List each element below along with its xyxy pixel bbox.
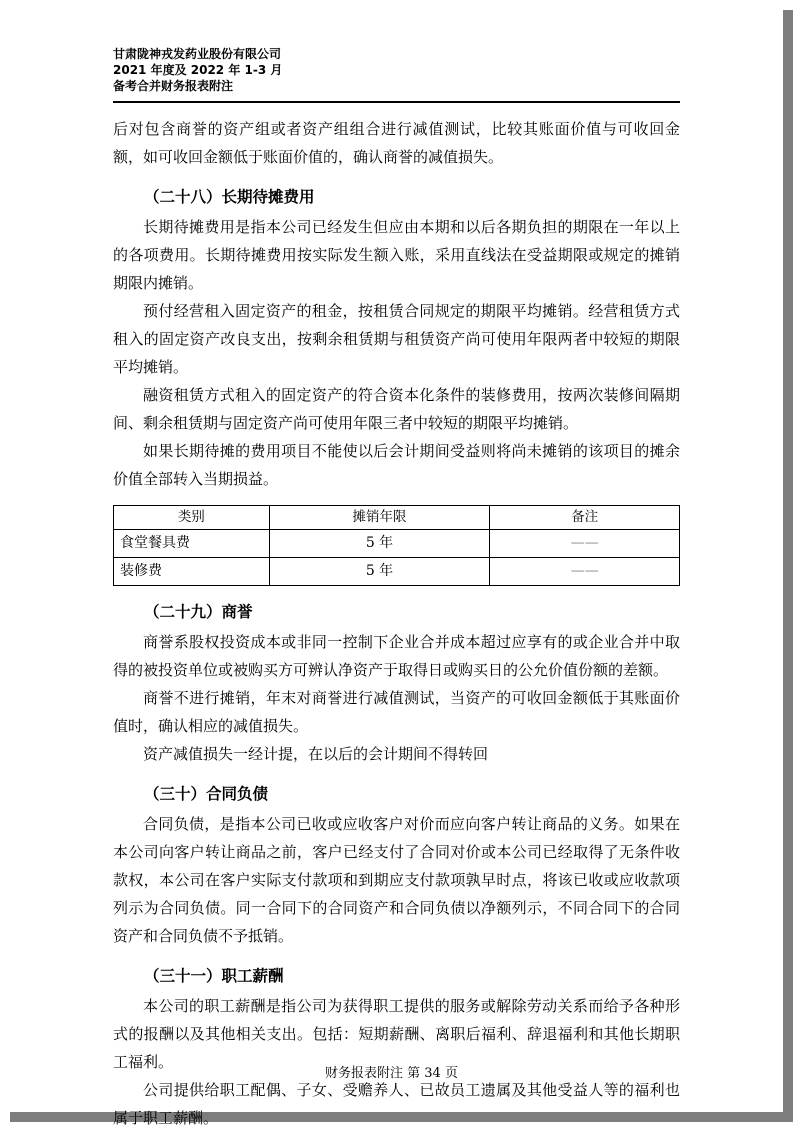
section-heading-29: （二十九）商誉 (144, 603, 253, 621)
header-report-period: 2021 年度及 2022 年 1-3 月 (113, 63, 283, 77)
section-heading-31: （三十一）职工薪酬 (144, 967, 284, 985)
section-31-paragraph: 本公司的职工薪酬是指公司为获得职工提供的服务或解除劳动关系而给予各种形式的报酬以及其他相关支出。包括：短期薪酬、离职后福利、辞退福利和其他长期职工福利。 (113, 997, 680, 1071)
cell-years: 5 年 (269, 530, 490, 558)
section-29-paragraph: 商誉系股权投资成本或非同一控制下企业合并成本超过应享有的或企业合并中取得的被投资单位或被购买方可辨认净资产于取得日或购买日的公允价值份额的差额。 (113, 633, 680, 679)
section-28-paragraph: 融资租赁方式租入的固定资产的符合资本化条件的装修费用，按两次装修间隔期间、剩余租赁期与固定资产尚可使用年限三者中较短的期限平均摊销。 (113, 386, 680, 432)
cell-category: 食堂餐具费 (114, 530, 270, 558)
section-28-paragraph: 长期待摊费用是指本公司已经发生但应由本期和以后各期负担的期限在一年以上的各项费用。长期待摊费用按实际发生额入账，采用直线法在受益期限或规定的摊销期限内摊销。 (113, 218, 680, 292)
table-row (114, 530, 680, 558)
page-footer: 财务报表附注 第 34 页 (325, 1066, 458, 1081)
section-28-paragraph: 预付经营租入固定资产的租金，按租赁合同规定的期限平均摊销。经营租赁方式租入的固定资产改良支出，按剩余租赁期与租赁资产尚可使用年限两者中较短的期限平均摊销。 (113, 302, 680, 376)
table-header-category: 类别 (114, 506, 270, 530)
section-heading-30: （三十）合同负债 (144, 785, 269, 803)
section-28-paragraph: 如果长期待摊的费用项目不能使以后会计期间受益则将尚未摊销的该项目的摊余价值全部转入当期损益。 (113, 442, 680, 488)
section-31-paragraph: 公司提供给职工配偶、子女、受赡养人、已故员工遗属及其他受益人等的福利也属于职工薪酬。 (113, 1081, 680, 1127)
cell-years: 5 年 (269, 558, 490, 586)
header-doc-title: 备考合并财务报表附注 (113, 79, 234, 93)
section-30-paragraph: 合同负债，是指本公司已收或应收客户对价而应向客户转让商品的义务。如果在本公司向客户转让商品之前，客户已经支付了合同对价或本公司已经取得了无条件收款权，本公司在客户实际支付款项和到期应支付款项孰早时点，将该已收或应收款项列示为合同负债。同一合同下的合同资产和合同负债以净额列示，不同合同下的合同资产和合同负债不予抵销。 (113, 815, 680, 945)
table-header-years: 摊销年限 (269, 506, 490, 530)
page-header (113, 46, 680, 94)
header-divider (113, 101, 680, 103)
section-29-paragraph: 商誉不进行摊销，年末对商誉进行减值测试，当资产的可收回金额低于其账面价值时，确认相应的减值损失。 (113, 689, 680, 735)
paragraph-continuation: 后对包含商誉的资产组或者资产组组合进行减值测试，比较其账面价值与可收回金额，如可收回金额低于账面价值的，确认商誉的减值损失。 (113, 120, 680, 166)
table-header-note: 备注 (490, 506, 680, 530)
cell-note: —— (490, 530, 680, 558)
cell-category: 装修费 (114, 558, 270, 586)
table-row (114, 558, 680, 586)
header-company-name: 甘肃陇神戎发药业股份有限公司 (113, 47, 282, 61)
amortization-table (113, 505, 680, 586)
section-heading-28: （二十八）长期待摊费用 (144, 188, 315, 206)
table-header-row (114, 506, 680, 530)
cell-note: —— (490, 558, 680, 586)
section-29-paragraph: 资产减值损失一经计提，在以后的会计期间不得转回 (143, 745, 489, 763)
